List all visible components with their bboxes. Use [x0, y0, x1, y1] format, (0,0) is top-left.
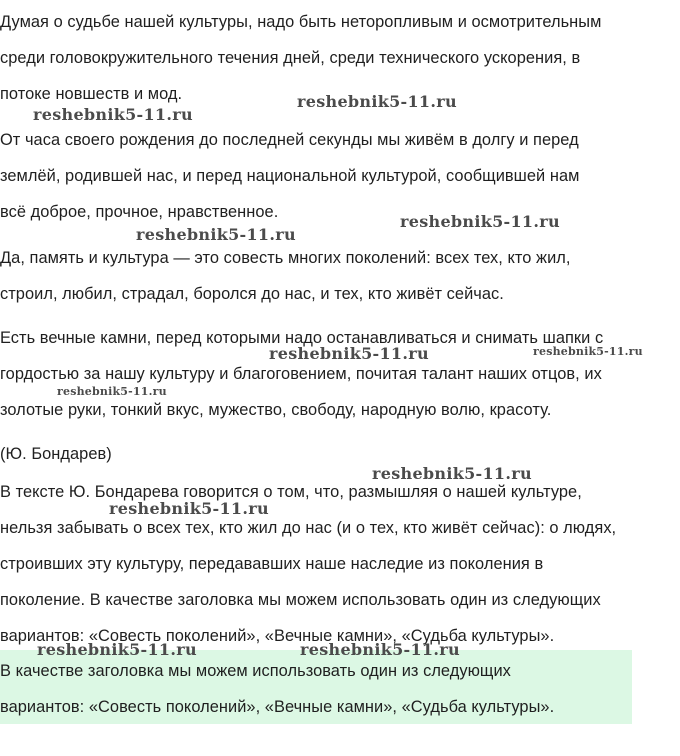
text-line: среди головокружительного течения дней, среди технического ускорения, в: [0, 49, 581, 67]
watermark: reshebnik5-11.ru: [37, 640, 197, 659]
text-line: всё доброе, прочное, нравственное.: [0, 203, 279, 221]
text-line: вариантов: «Совесть поколений», «Вечные камни», «Судьба культуры».: [0, 627, 555, 645]
text-line: Да, память и культура — это совесть многих поколений: всех тех, кто жил,: [0, 249, 571, 267]
watermark: reshebnik5-11.ru: [33, 105, 193, 124]
text-line: строивших эту культуру, передававших наше наследие из поколения в: [0, 555, 544, 573]
text-line: потоке новшеств и мод.: [0, 85, 183, 103]
watermark: reshebnik5-11.ru: [136, 225, 296, 244]
text-line: строил, любил, страдал, боролся до нас, и тех, кто живёт сейчас.: [0, 285, 504, 303]
text-line: землёй, родившей нас, и перед национальной культурой, сообщившей нам: [0, 167, 580, 185]
text-line: От часа своего рождения до последней секунды мы живём в долгу и перед: [0, 131, 579, 149]
author-attribution: (Ю. Бондарев): [0, 445, 112, 463]
watermark: reshebnik5-11.ru: [400, 212, 560, 231]
text-line: гордостью за нашу культуру и благоговением, почитая талант наших отцов, их: [0, 365, 602, 383]
text-line: В тексте Ю. Бондарева говорится о том, что, размышляя о нашей культуре,: [0, 483, 582, 501]
text-line: Думая о судьбе нашей культуры, надо быть неторопливым и осмотрительным: [0, 13, 602, 31]
watermark: reshebnik5-11.ru: [372, 464, 532, 483]
highlighted-text-line: вариантов: «Совесть поколений», «Вечные камни», «Судьба культуры».: [0, 698, 555, 716]
highlighted-text-line: В качестве заголовка мы можем использовать один из следующих: [0, 662, 511, 680]
watermark: reshebnik5-11.ru: [109, 499, 269, 518]
watermark: reshebnik5-11.ru: [533, 345, 643, 358]
text-line: нельзя забывать о всех тех, кто жил до нас (и о тех, кто живёт сейчас): о людях,: [0, 519, 617, 537]
text-line: поколение. В качестве заголовка мы можем использовать один из следующих: [0, 591, 601, 609]
watermark: reshebnik5-11.ru: [57, 385, 167, 398]
watermark: reshebnik5-11.ru: [269, 344, 429, 363]
text-line: Есть вечные камни, перед которыми надо останавливаться и снимать шапки с: [0, 329, 604, 347]
watermark: reshebnik5-11.ru: [300, 640, 460, 659]
text-line: золотые руки, тонкий вкус, мужество, свободу, народную волю, красоту.: [0, 401, 552, 419]
watermark: reshebnik5-11.ru: [297, 92, 457, 111]
